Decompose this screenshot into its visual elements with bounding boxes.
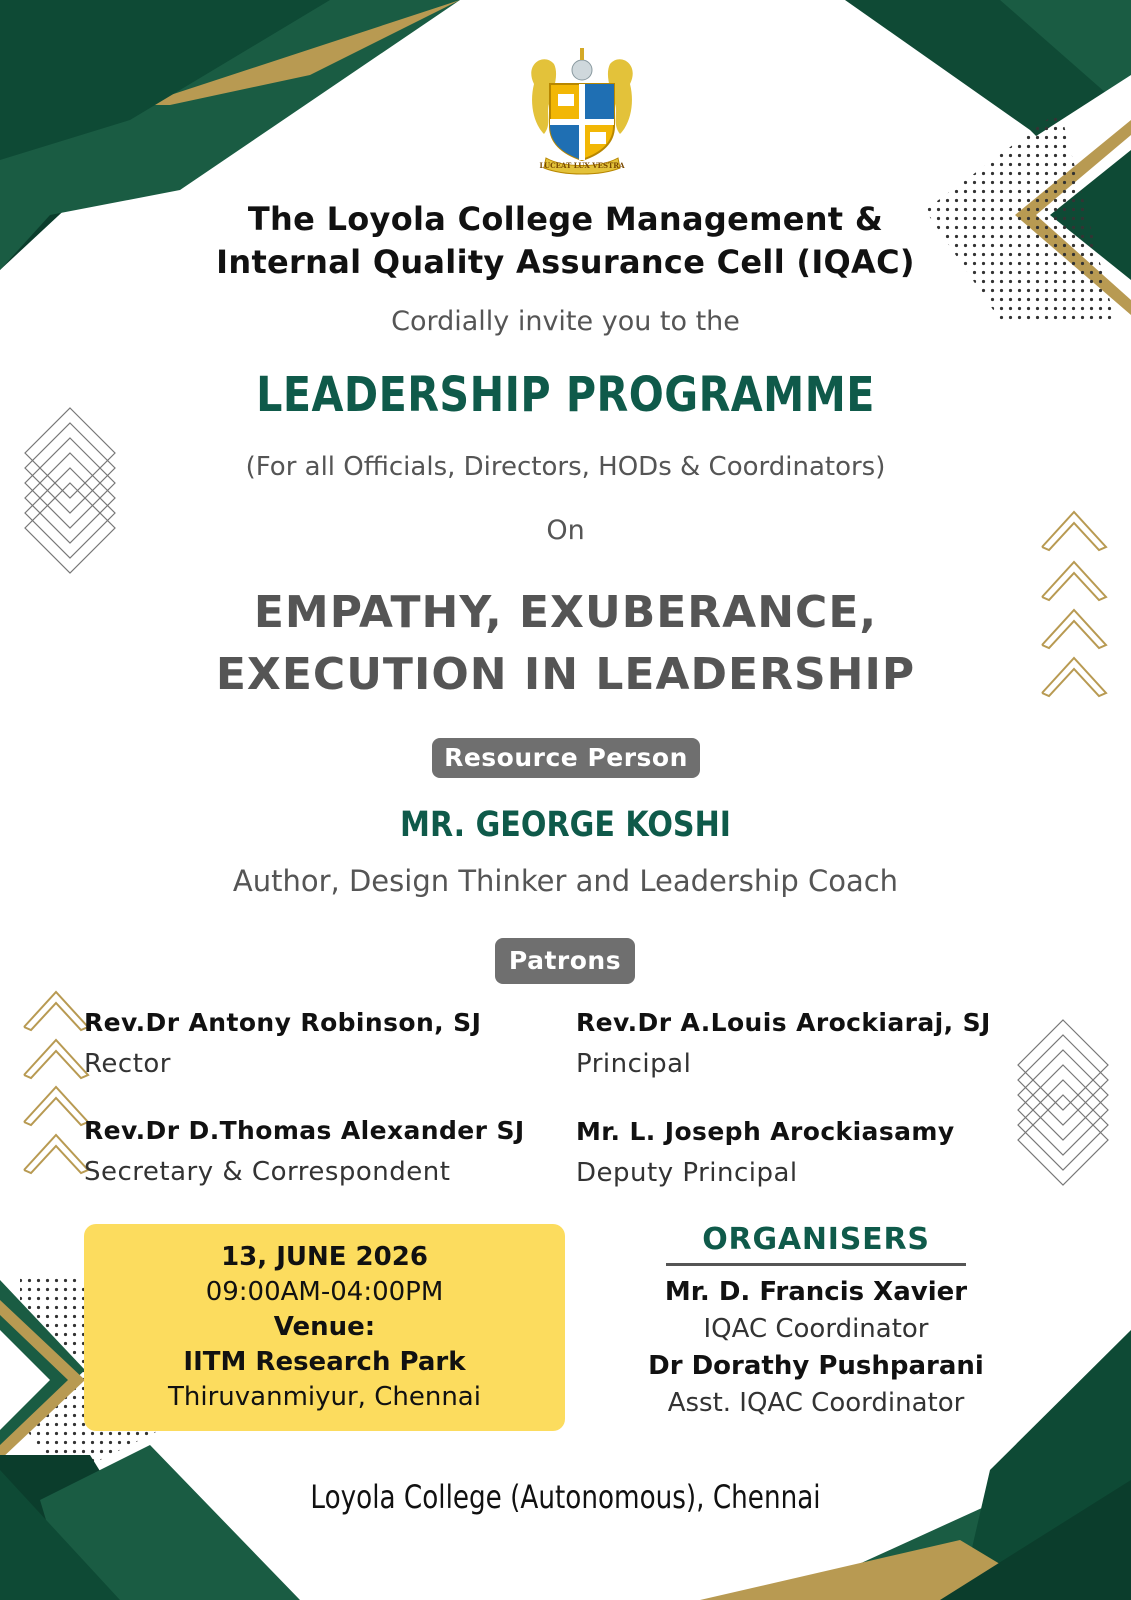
organiser-role: Asst. IQAC Coordinator	[667, 1388, 965, 1418]
college-crest-logo	[524, 44, 640, 176]
patron-3	[84, 1116, 525, 1187]
patron-2	[576, 1008, 991, 1079]
patrons-badge: Patrons	[495, 938, 635, 984]
theme-line1: EMPATHY, EXUBERANCE,	[253, 587, 878, 638]
patron-name: Rev.Dr Antony Robinson, SJ	[84, 1008, 482, 1037]
organiser-name: Mr. D. Francis Xavier	[664, 1277, 968, 1307]
venue-city: Thiruvanmiyur, Chennai	[168, 1382, 481, 1412]
organization-title	[0, 198, 1131, 284]
organisers-section	[640, 1222, 992, 1422]
patron-1	[84, 1008, 481, 1079]
right-diamond-lines	[1018, 1020, 1108, 1185]
event-date: 13, JUNE 2026	[221, 1242, 428, 1272]
event-details-box	[84, 1224, 565, 1431]
venue-label: Venue:	[273, 1312, 376, 1342]
theme-title	[0, 582, 1131, 706]
organisers-heading: ORGANISERS	[666, 1222, 966, 1266]
resource-person-badge: Resource Person	[432, 738, 700, 778]
organiser-role: IQAC Coordinator	[703, 1314, 929, 1344]
svg-text:LUCEAT LUX VESTRA: LUCEAT LUX VESTRA	[539, 161, 625, 170]
programme-title: LEADERSHIP PROGRAMME	[256, 367, 875, 423]
on-text: On	[546, 515, 585, 546]
patron-name: Rev.Dr D.Thomas Alexander SJ	[84, 1116, 525, 1145]
patron-name: Mr. L. Joseph Arockiasamy	[576, 1117, 955, 1146]
event-time: 09:00AM-04:00PM	[205, 1277, 444, 1307]
venue-name: IITM Research Park	[183, 1347, 466, 1377]
invitation-text: Cordially invite you to the	[391, 306, 740, 337]
org-title-line2: Internal Quality Assurance Cell (IQAC)	[216, 243, 915, 281]
patron-4	[576, 1117, 955, 1188]
patron-role: Secretary & Correspondent	[84, 1157, 451, 1187]
speaker-name: MR. GEORGE KOSHI	[399, 805, 732, 845]
patron-name: Rev.Dr A.Louis Arockiaraj, SJ	[576, 1008, 991, 1037]
organiser-name: Dr Dorathy Pushparani	[648, 1351, 984, 1381]
org-title-line1: The Loyola College Management &	[247, 200, 884, 238]
patron-role: Deputy Principal	[576, 1158, 798, 1188]
patron-role: Rector	[84, 1049, 171, 1079]
theme-line2: EXECUTION IN LEADERSHIP	[215, 649, 916, 700]
footer-college-name: Loyola College (Autonomous), Chennai	[310, 1478, 821, 1516]
audience-text: (For all Officials, Directors, HODs & Coordinators)	[245, 452, 886, 482]
patron-role: Principal	[576, 1049, 692, 1079]
left-diamond-lines	[25, 408, 115, 573]
left-chevrons	[24, 992, 88, 1173]
speaker-role: Author, Design Thinker and Leadership Coach	[232, 864, 899, 898]
